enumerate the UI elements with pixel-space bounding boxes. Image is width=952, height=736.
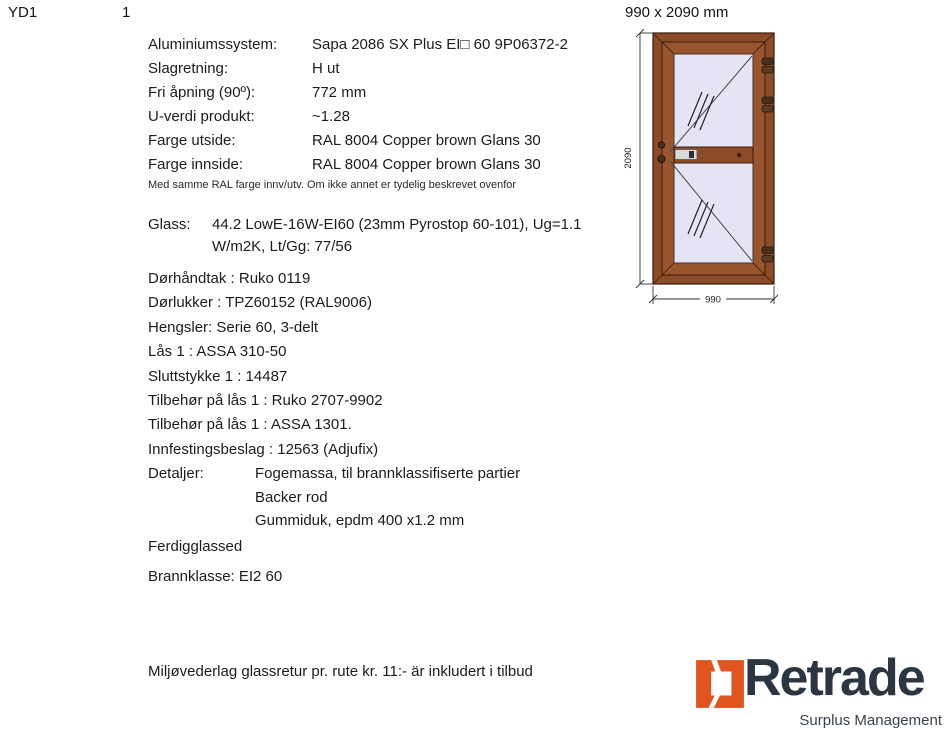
hardware-item: Tilbehør på lås 1 : ASSA 1301. xyxy=(148,416,352,434)
spec-label: Fri åpning (90º): xyxy=(148,83,256,101)
details-item: Gummiduk, epdm 400 x1.2 mm xyxy=(255,512,465,530)
details-items xyxy=(255,462,628,533)
hardware-item: Innfestingsbeslag : 12563 (Adjufix) xyxy=(148,440,379,458)
lock-cylinder xyxy=(689,151,694,158)
spec-value: 772 mm xyxy=(312,83,367,101)
details-block xyxy=(148,462,628,533)
hardware-item: Hengsler: Serie 60, 3-delt xyxy=(148,318,319,336)
spec-label: Farge utside: xyxy=(148,131,236,149)
glazing-status: Ferdigglassed xyxy=(148,537,243,555)
spec-label: Aluminiumssystem: xyxy=(148,35,278,53)
height-dimension-lines xyxy=(636,29,653,288)
spec-row xyxy=(148,152,628,176)
spec-value: ~1.28 xyxy=(312,107,350,125)
door-handle-upper-knob xyxy=(658,142,664,148)
hardware-list xyxy=(148,267,628,462)
hardware-item: Tilbehør på lås 1 : Ruko 2707-9902 xyxy=(148,392,383,410)
door-handle-lower-knob xyxy=(658,155,665,162)
spec-label: U-verdi produkt: xyxy=(148,107,255,125)
spec-row xyxy=(148,56,628,80)
details-item: Backer rod xyxy=(255,488,328,506)
glass-value-line1: 44.2 LowE-16W-EI60 (23mm Pyrostop 60-101), Ug=1.1 xyxy=(212,216,582,233)
specification-block xyxy=(148,32,628,589)
hardware-item: Dørhåndtak : Ruko 0119 xyxy=(148,270,311,287)
spec-value: H ut xyxy=(312,59,340,77)
spec-value: Sapa 2086 SX Plus EI□ 60 9P06372-2 xyxy=(312,35,568,53)
glass-spec xyxy=(148,214,628,258)
environment-fee-note: Miljøvederlag glassretur pr. rute kr. 11:- är inkludert i tilbud xyxy=(148,663,533,680)
item-type-code: YD1 xyxy=(8,4,38,21)
height-dimension-label: 2090 xyxy=(623,147,634,169)
item-quantity: 1 xyxy=(122,4,131,21)
spec-row xyxy=(148,104,628,128)
door-drawing-svg xyxy=(618,26,778,311)
rail-fixing-dot xyxy=(737,153,741,157)
spec-row xyxy=(148,128,628,152)
hardware-item: Sluttstykke 1 : 14487 xyxy=(148,367,288,385)
spec-label: Slagretning: xyxy=(148,59,229,77)
logo-square-shape xyxy=(696,660,744,708)
retrade-logo xyxy=(694,649,946,734)
fire-class: Brannklasse: EI2 60 xyxy=(148,567,283,585)
logo-wordmark: Retrade xyxy=(744,649,924,707)
glass-label: Glass: xyxy=(148,216,191,233)
logo-tagline: Surplus Management xyxy=(799,712,942,729)
glass-value-line2: W/m2K, Lt/Gg: 77/56 xyxy=(212,238,353,255)
hardware-item: Dørlukker : TPZ60152 (RAL9006) xyxy=(148,294,372,312)
spec-value: RAL 8004 Copper brown Glans 30 xyxy=(312,131,541,149)
spec-row xyxy=(148,80,628,104)
spec-value: RAL 8004 Copper brown Glans 30 xyxy=(312,155,541,173)
hardware-item: Lås 1 : ASSA 310-50 xyxy=(148,343,287,361)
width-dimension-label: 990 xyxy=(705,294,721,306)
item-size-label: 990 x 2090 mm xyxy=(625,4,729,21)
door-drawing xyxy=(618,26,778,311)
details-label: Detaljer: xyxy=(148,465,204,483)
spec-row xyxy=(148,32,628,56)
retrade-logo-icon xyxy=(694,658,746,710)
glass-value xyxy=(212,214,628,258)
ral-note: Med samme RAL farge innv/utv. Om ikke annet er tydelig beskrevet ovenfor xyxy=(148,179,517,191)
spec-label: Farge innside: xyxy=(148,155,244,173)
details-item: Fogemassa, til brannklassifiserte partier xyxy=(255,465,521,483)
